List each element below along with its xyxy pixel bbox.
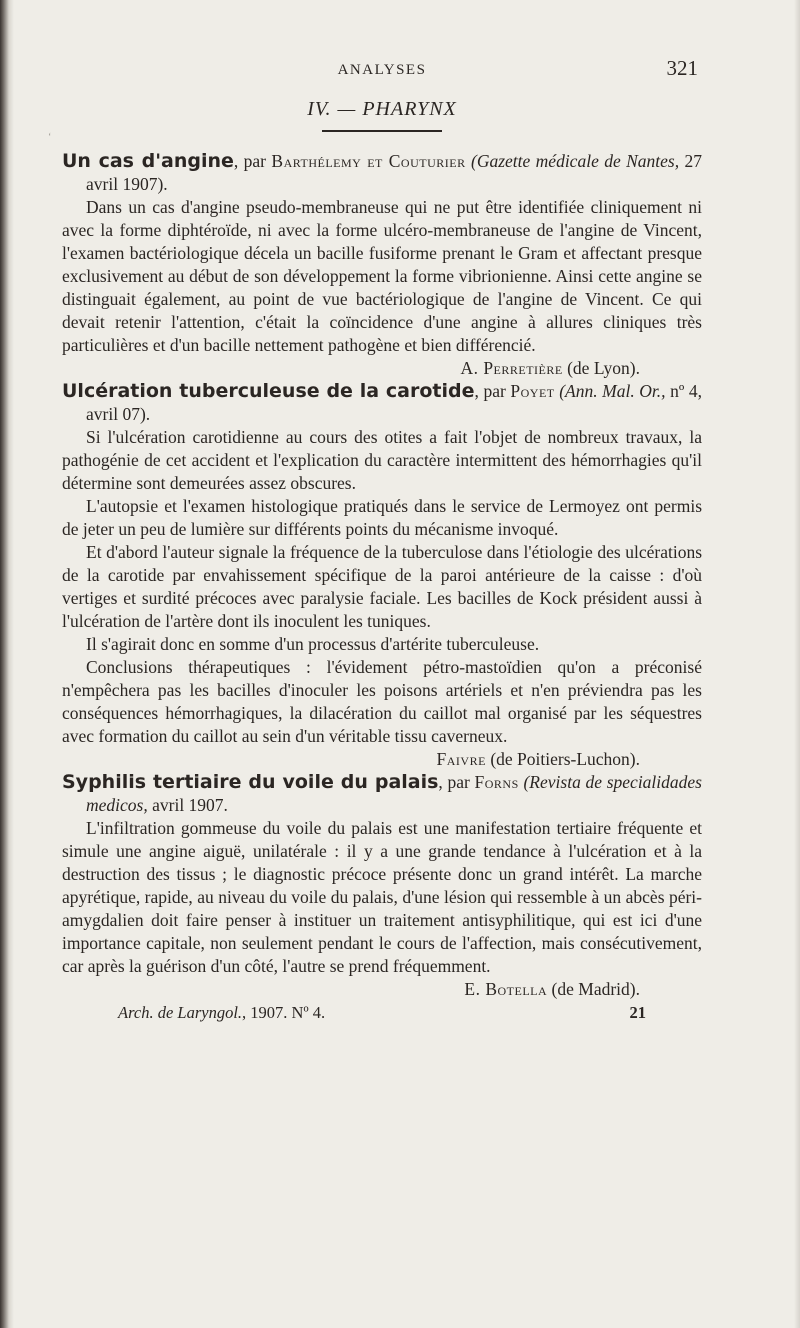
article-source: (Ann. Mal. Or., bbox=[559, 381, 666, 401]
article-heading bbox=[62, 150, 702, 196]
article-paragraph: L'infiltration gommeuse du voile du palais est une manifestation tertiaire fréquente et simule une angine aiguë, unilatérale : il y a une grande tendance à l'ulcération et à la destruction des tissus ; le diagnostic précoce présente donc un grand intérêt. La marche apyrétique, rapide, au niveau du voile du palais, d'une lésion qui ressemble à un abcès péri-amygdalien doit faire penser à instituer un traitement antisyphilitique, qui est ici d'une importance capitale, non seulement pendant le cours de l'affection, mais consécutivement, car après la guérison d'un côté, l'autre se prend fréquemment. bbox=[62, 818, 702, 976]
article-title: Syphilis tertiaire du voile du palais bbox=[62, 771, 439, 793]
article-authors: Barthélemy et Couturier bbox=[271, 151, 466, 171]
print-speck: ‘ bbox=[48, 132, 52, 143]
article-by: , par bbox=[438, 772, 475, 792]
article-paragraph: Il s'agirait donc en somme d'un processus d'artérite tuberculeuse. bbox=[86, 634, 540, 654]
article-paragraph: Conclusions thérapeutiques : l'évidement pétro-mastoïdien qu'on a préconisé n'empêchera pas les bacilles d'inoculer les poisons artériels et n'en préviendra pas les conséquences hémorrhagiques, la dilacération du caillot mal organisé par les séquestres avec formation du caillot au sein d'un véritable tissu caverneux. bbox=[62, 657, 702, 746]
article-signature bbox=[62, 748, 702, 771]
article-by: , par bbox=[233, 151, 272, 171]
article-paragraph: L'autopsie et l'examen histologique pratiqués dans le service de Lermoyez ont permis de jeter un peu de lumière sur différents points du mécanisme invoqué. bbox=[62, 496, 702, 539]
page-number: 321 bbox=[666, 56, 698, 80]
article-title: Un cas d'angine bbox=[62, 150, 234, 172]
article-authors: Forns bbox=[474, 772, 519, 792]
signature-name: Faivre bbox=[436, 749, 486, 769]
article-paragraph: Et d'abord l'auteur signale la fréquence de la tuberculose dans l'étiologie des ulcérations de la carotide par envahissement spécifique de la paroi antérieure de la caisse : d'où vertiges et surdité précoces avec paralysie faciale. Les bacilles de Kock président aussi à l'ulcération de l'artère dont ils inoculent les tuniques. bbox=[62, 542, 702, 631]
article-paragraph: Dans un cas d'angine pseudo-membraneuse qui ne put être identifiée cliniquement ni avec la forme diphtéroïde, ni avec la forme ulcéro-membraneuse de l'angine de Vincent, l'examen bactériologique décela un bacille fusiforme prenant le Gram et affectant presque exclusivement au début de son développement la forme vibrionienne. Ainsi cette angine se distinguait également, au point de vue bactériologique de l'angine de Vincent. Ce qui devait retenir l'attention, c'était la coïncidence d'une angine à allures cliniques très particulières et d'un bacille nettement pathogène et bien différencié. bbox=[62, 197, 702, 355]
signature-place: (de Poitiers-Luchon). bbox=[485, 749, 640, 769]
article-signature bbox=[62, 357, 702, 380]
article-date: nº 4, avril 07). bbox=[86, 381, 703, 424]
article bbox=[62, 380, 702, 748]
article-title: Ulcération tuberculeuse de la carotide bbox=[62, 380, 475, 402]
article bbox=[62, 771, 702, 978]
signature-name: E. Botella bbox=[464, 979, 548, 999]
article bbox=[62, 150, 702, 357]
book-page bbox=[62, 56, 702, 1029]
signature-place: (de Madrid). bbox=[547, 979, 640, 999]
article-signature bbox=[62, 978, 702, 1001]
article-date: avril 1907. bbox=[147, 795, 228, 815]
footer-journal bbox=[118, 1003, 325, 1023]
article-source: (Gazette médicale de Nantes, bbox=[471, 151, 680, 171]
footer-signature-mark: 21 bbox=[629, 1003, 646, 1022]
signature-place: (de Lyon). bbox=[562, 358, 640, 378]
running-head-title: ANALYSES bbox=[337, 62, 427, 78]
page-edge bbox=[794, 0, 800, 1328]
section-rule bbox=[322, 130, 442, 132]
article-date: 27 avril 1907). bbox=[86, 151, 702, 194]
footer-journal-title: Arch. de Laryngol. bbox=[118, 1003, 243, 1022]
article-by: , par bbox=[474, 381, 511, 401]
book-spine-shadow bbox=[0, 0, 14, 1328]
footer-issue: , 1907. Nº 4. bbox=[242, 1003, 326, 1022]
page-footer bbox=[62, 1003, 702, 1029]
section-title: IV. — PHARYNX bbox=[307, 98, 457, 120]
article-source: (Revista de specialidades medicos, bbox=[86, 772, 702, 815]
running-head bbox=[62, 56, 702, 88]
article-heading bbox=[62, 771, 702, 817]
signature-name: A. Perretière bbox=[460, 358, 563, 378]
article-heading bbox=[62, 380, 702, 426]
article-paragraph: Si l'ulcération carotidienne au cours des otites a fait l'objet de nombreux travaux, la pathogénie de cet accident et l'explication du caractère intermittent des hémorrhagies qu'il détermine sont demeurées assez obscures. bbox=[62, 427, 702, 493]
article-authors: Poyet bbox=[510, 381, 555, 401]
